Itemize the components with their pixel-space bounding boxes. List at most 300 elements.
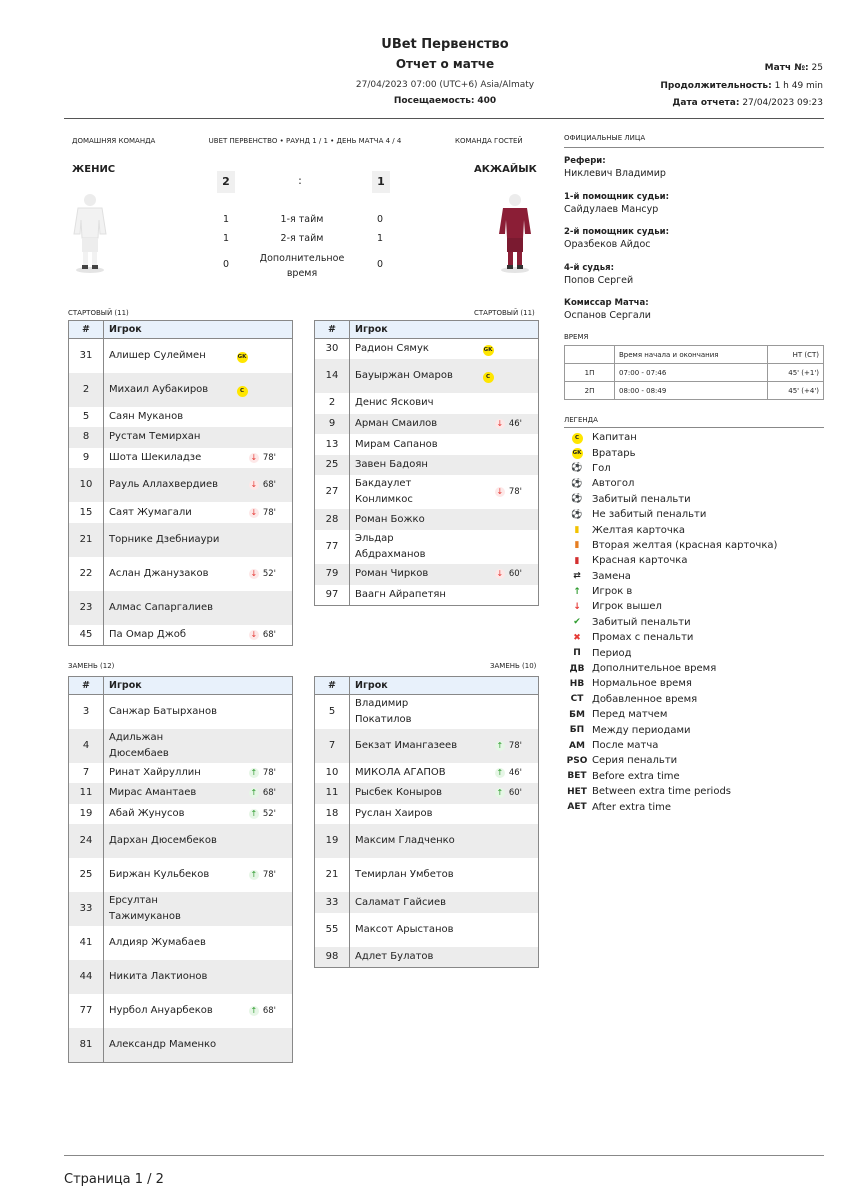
away-subs-label: ЗАМЕНЬ (10) (490, 662, 537, 670)
table-row (315, 359, 539, 393)
table-row (315, 339, 539, 360)
official-entry (564, 298, 824, 332)
legend-label: Забитый пенальти (592, 616, 691, 628)
away-starting-label: СТАРТОВЫЙ (11) (474, 309, 535, 317)
match-duration: Продолжительность: 1 h 49 min (660, 81, 823, 91)
legend-item (566, 584, 826, 599)
sub-out-event: ↓ 46' (496, 418, 523, 429)
player-name: Алмас Сапаргалиев (104, 591, 225, 625)
player-number: 2 (315, 393, 350, 414)
player-name: Алишер Сулеймен (104, 339, 225, 373)
player-number: 97 (315, 585, 350, 606)
player-number: 77 (69, 994, 104, 1028)
player-name: Дархан Дюсембеков (104, 824, 225, 858)
goalkeeper-icon: GK (572, 448, 583, 459)
sub-in-event: ↑ 78' (496, 740, 523, 751)
table-row (315, 695, 539, 729)
col-player-header: Игрок (350, 321, 539, 339)
home-starting-label: СТАРТОВЫЙ (11) (68, 309, 129, 317)
time-range: 08:00 - 08:49 (615, 382, 768, 400)
player-number: 21 (69, 523, 104, 557)
after-match-icon: АМ (569, 740, 585, 751)
legend-label: Желтая карточка (592, 524, 685, 536)
legend-item (566, 492, 826, 507)
legend-label: Вторая желтая (красная карточка) (592, 539, 778, 551)
time-period: 1П (565, 364, 615, 382)
table-row (69, 892, 293, 926)
time-table (564, 345, 824, 400)
legend-label: Период (592, 647, 632, 659)
player-number: 9 (69, 448, 104, 469)
player-number: 10 (315, 763, 350, 784)
legend-title: ЛЕГЕНДА (564, 416, 598, 424)
legend-label: Промах с пенальти (592, 632, 694, 644)
player-number: 13 (315, 434, 350, 455)
legend-label: Игрок в (592, 586, 633, 598)
player-in-icon: ↑ (250, 788, 258, 798)
player-number: 25 (315, 455, 350, 476)
header-divider (64, 118, 824, 119)
legend-label: Before extra time (592, 770, 680, 782)
player-number: 19 (315, 824, 350, 858)
legend-label: Дополнительное время (592, 663, 717, 675)
home-score: 2 (217, 171, 235, 193)
official-role: 4-й судья: (564, 262, 615, 273)
table-row (315, 783, 539, 804)
table-row (69, 858, 293, 892)
table-row (69, 339, 293, 373)
legend-item (566, 476, 826, 491)
legend-label: Красная карточка (592, 555, 688, 567)
player-number: 11 (69, 783, 104, 804)
shootout-icon: PSO (566, 755, 588, 766)
time-period: 2П (565, 382, 615, 400)
player-number: 4 (69, 729, 104, 763)
table-row (315, 947, 539, 968)
player-number: 10 (69, 468, 104, 502)
legend-item (566, 507, 826, 522)
extra-time-icon: ДВ (569, 663, 585, 674)
player-number: 3 (69, 695, 104, 729)
attendance: Посещаемость: 400 (393, 96, 497, 106)
yellow-card-icon: ▮ (574, 525, 580, 536)
table-row (69, 1028, 293, 1062)
page-number: Страница 1 / 2 (64, 1172, 164, 1187)
round-info: UBET ПЕРВЕНСТВО • РАУНД 1 / 1 • ДЕНЬ МАТЧА 4 / 4 (208, 137, 402, 145)
player-number: 33 (315, 892, 350, 913)
legend-label: Автогол (592, 478, 635, 490)
table-row (315, 913, 539, 947)
table-row (315, 585, 539, 606)
player-name: Мирас Амантаев (104, 783, 225, 804)
table-row (315, 858, 539, 892)
time-col-start-end: Время начала и окончания (615, 346, 768, 364)
sub-out-event: ↓ 78' (250, 452, 277, 463)
score-separator: : (298, 174, 302, 187)
table-row (69, 373, 293, 407)
player-out-icon: ↓ (250, 568, 258, 578)
player-name: Рустам Темирхан (104, 427, 225, 448)
player-name: Ерсултан Тажимуканов (104, 892, 225, 926)
report-title: UBet Первенство (381, 37, 509, 52)
report-date: Дата отчета: 27/04/2023 09:23 (672, 98, 823, 108)
legend-item (566, 738, 826, 753)
player-out-icon: ↓ (250, 507, 258, 517)
footer-divider (64, 1155, 824, 1156)
legend-label: Игрок вышел (592, 601, 662, 613)
table-row (315, 804, 539, 825)
table-row (69, 407, 293, 428)
legend-item (566, 769, 826, 784)
table-row (69, 763, 293, 784)
table-row (69, 994, 293, 1028)
player-name: Максот Арыстанов (350, 913, 471, 947)
player-number: 23 (69, 591, 104, 625)
before-extra-icon: BET (567, 771, 587, 782)
player-number: 33 (69, 892, 104, 926)
table-row (69, 427, 293, 448)
official-name: Оспанов Сергали (564, 310, 651, 321)
table-row (69, 502, 293, 523)
table-row (69, 824, 293, 858)
table-row (69, 695, 293, 729)
legend-item (566, 615, 826, 630)
before-match-icon: БМ (569, 709, 585, 720)
official-name: Попов Сергей (564, 274, 634, 286)
official-role: Комиссар Матча: (564, 298, 649, 308)
home-kit-icon (68, 190, 112, 274)
table-row (315, 530, 539, 564)
player-number: 9 (315, 414, 350, 435)
legend-item (566, 569, 826, 584)
table-row (315, 455, 539, 476)
player-name: Па Омар Джоб (104, 625, 225, 646)
table-row (69, 960, 293, 994)
sub-out-event: ↓ 78' (496, 487, 523, 498)
player-number: 41 (69, 926, 104, 960)
player-name: Санжар Батырханов (104, 695, 225, 729)
player-out-icon: ↓ (496, 487, 504, 497)
col-player-header: Игрок (104, 677, 293, 695)
sub-in-event: ↑ 52' (250, 808, 277, 819)
legend-label: Between extra time periods (592, 786, 732, 798)
legend-label: After extra time (592, 801, 672, 813)
player-number: 27 (315, 475, 350, 509)
time-ht: 45' (+4') (767, 382, 823, 400)
captain-icon: C (572, 433, 583, 444)
player-number: 28 (315, 509, 350, 530)
official-entry (564, 156, 824, 190)
player-name: Саят Жумагали (104, 502, 225, 523)
official-role: Рефери: (564, 156, 606, 166)
player-name: Адильжан Дюсембаев (104, 729, 225, 763)
table-row (315, 564, 539, 585)
sub-in-event: ↑ 46' (496, 767, 523, 778)
penalty-check-icon: ✔ (573, 617, 581, 628)
col-number-header: # (315, 321, 350, 339)
legend-item (566, 599, 826, 614)
after-extra-icon: AET (567, 802, 587, 813)
period-3-home: 0 (222, 259, 230, 270)
legend-item (566, 522, 826, 537)
player-number: 79 (315, 564, 350, 585)
player-out-icon: ↓ (250, 480, 258, 490)
player-number: 98 (315, 947, 350, 968)
table-row (69, 783, 293, 804)
player-name: Саян Муканов (104, 407, 225, 428)
sub-out-event: ↓ 52' (250, 568, 277, 579)
legend-label: Забитый пенальти (592, 493, 691, 505)
normal-time-icon: НВ (569, 678, 585, 689)
period-1-home: 1 (222, 214, 230, 225)
substitution-icon: ⇄ (573, 571, 581, 582)
col-number-header: # (315, 677, 350, 695)
sub-in-event: ↑ 68' (250, 1006, 277, 1017)
table-row (69, 448, 293, 469)
away-starting-table (314, 320, 539, 606)
table-row (315, 434, 539, 455)
player-number: 77 (315, 530, 350, 564)
table-row (315, 414, 539, 435)
officials-title: ОФИЦИАЛЬНЫЕ ЛИЦА (564, 134, 646, 142)
player-out-icon: ↓ (496, 418, 504, 428)
penalty-scored-icon: ⚽ (571, 494, 583, 505)
player-name: Эльдар Абдрахманов (350, 530, 471, 564)
player-name: Никита Лактионов (104, 960, 225, 994)
period-2-away: 1 (376, 233, 384, 244)
table-row (69, 804, 293, 825)
table-row (315, 475, 539, 509)
player-name: МИКОЛА АГАПОВ (350, 763, 471, 784)
player-number: 22 (69, 557, 104, 591)
player-out-icon: ↓ (573, 601, 581, 612)
player-name: Радион Сямук (350, 339, 471, 360)
legend-list (566, 430, 826, 815)
player-name: Максим Гладченко (350, 824, 471, 858)
table-row (69, 625, 293, 646)
table-row (69, 729, 293, 763)
legend-label: Гол (592, 462, 611, 474)
player-number: 7 (69, 763, 104, 784)
player-number: 45 (69, 625, 104, 646)
period-3-label: Дополнительное время (259, 253, 345, 279)
home-subs-table (68, 676, 293, 1063)
legend-item (566, 753, 826, 768)
official-entry (564, 227, 824, 261)
player-in-icon: ↑ (496, 788, 504, 798)
time-title: ВРЕМЯ (564, 333, 589, 341)
away-team-label: КОМАНДА ГОСТЕЙ (455, 137, 523, 145)
home-subs-label: ЗАМЕНЬ (12) (68, 662, 115, 670)
period-1-away: 0 (376, 214, 384, 225)
table-row (315, 729, 539, 763)
legend-item (566, 430, 826, 445)
goal-icon: ⚽ (571, 463, 583, 474)
home-team-label: ДОМАШНЯЯ КОМАНДА (72, 137, 156, 145)
period-icon: П (573, 648, 581, 659)
own-goal-icon: ⚽ (571, 478, 583, 489)
time-col-ht: HT (CT) (767, 346, 823, 364)
player-name: Роман Чирков (350, 564, 471, 585)
sub-out-event: ↓ 60' (496, 569, 523, 580)
legend-label: Серия пенальти (592, 755, 678, 767)
captain-badge: C (237, 386, 248, 397)
away-score: 1 (372, 171, 390, 193)
legend-item (566, 661, 826, 676)
player-name: Биржан Кульбеков (104, 858, 225, 892)
player-in-icon: ↑ (496, 740, 504, 750)
player-number: 30 (315, 339, 350, 360)
col-player-header: Игрок (350, 677, 539, 695)
penalty-miss-icon: ✖ (573, 632, 581, 643)
player-in-icon: ↑ (496, 767, 504, 777)
player-number: 55 (315, 913, 350, 947)
captain-badge: C (483, 372, 494, 383)
player-name: Арман Смаилов (350, 414, 471, 435)
player-in-icon: ↑ (573, 586, 581, 597)
player-number: 7 (315, 729, 350, 763)
table-row (315, 763, 539, 784)
table-row (315, 892, 539, 913)
table-row (315, 824, 539, 858)
between-periods-icon: БП (569, 725, 585, 736)
home-team-name: ЖЕНИС (72, 164, 116, 175)
between-extra-icon: HET (567, 786, 587, 797)
time-ht: 45' (+1') (767, 364, 823, 382)
time-range: 07:00 - 07:46 (615, 364, 768, 382)
player-number: 24 (69, 824, 104, 858)
legend-label: Добавленное время (592, 693, 698, 705)
legend-item (566, 707, 826, 722)
player-name: Завен Бадоян (350, 455, 471, 476)
legend-item (566, 538, 826, 553)
sub-out-event: ↓ 68' (250, 629, 277, 640)
home-starting-table (68, 320, 293, 646)
table-row (69, 557, 293, 591)
player-name: Бекзат Имангазеев (350, 729, 471, 763)
period-3-away: 0 (376, 259, 384, 270)
player-name: Шота Шекиладзе (104, 448, 225, 469)
player-number: 21 (315, 858, 350, 892)
sub-in-event: ↑ 78' (250, 870, 277, 881)
legend-item (566, 630, 826, 645)
player-out-icon: ↓ (250, 452, 258, 462)
away-team-name: АКЖАЙЫК (474, 164, 537, 175)
player-name: Саламат Гайсиев (350, 892, 471, 913)
legend-item (566, 799, 826, 814)
player-name: Аслан Джанузаков (104, 557, 225, 591)
table-row (69, 523, 293, 557)
player-name: Денис Яскович (350, 393, 471, 414)
officials-divider (564, 147, 824, 148)
official-entry (564, 263, 824, 297)
col-player-header: Игрок (104, 321, 293, 339)
period-1-label: 1-я тайм (280, 214, 324, 225)
player-number: 81 (69, 1028, 104, 1062)
match-datetime: 27/04/2023 07:00 (UTC+6) Asia/Almaty (355, 80, 535, 90)
player-name: Торнике Дзебниаури (104, 523, 225, 557)
legend-label: Замена (592, 570, 631, 582)
legend-label: Перед матчем (592, 709, 668, 721)
sub-out-event: ↓ 78' (250, 507, 277, 518)
away-kit-icon (493, 190, 537, 274)
player-number: 19 (69, 804, 104, 825)
player-name: Рауль Аллахвердиев (104, 468, 225, 502)
player-name: Бакдаулет Конлимкос (350, 475, 471, 509)
player-name: Темирлан Умбетов (350, 858, 471, 892)
player-name: Ваагн Айрапетян (350, 585, 471, 606)
officials-list (564, 154, 824, 332)
sub-in-event: ↑ 78' (250, 767, 277, 778)
away-subs-table (314, 676, 539, 968)
player-name: Михаил Аубакиров (104, 373, 225, 407)
legend-label: После матча (592, 740, 659, 751)
sub-in-event: ↑ 68' (250, 788, 277, 799)
added-time-icon: СТ (570, 694, 584, 705)
player-out-icon: ↓ (250, 629, 258, 639)
player-in-icon: ↑ (250, 808, 258, 818)
legend-item (566, 461, 826, 476)
goalkeeper-badge: GK (483, 345, 494, 356)
player-in-icon: ↑ (250, 1006, 258, 1016)
player-name: Владимир Покатилов (350, 695, 471, 729)
official-name: Никлевич Владимир (564, 168, 666, 179)
legend-item (566, 784, 826, 799)
player-name: Руслан Хаиров (350, 804, 471, 825)
player-name: Мирам Сапанов (350, 434, 471, 455)
player-number: 18 (315, 804, 350, 825)
official-entry (564, 192, 824, 226)
match-number: Матч №: 25 (764, 63, 823, 73)
player-number: 15 (69, 502, 104, 523)
player-name: Нурбол Ануарбеков (104, 994, 225, 1028)
report-subtitle: Отчет о матче (395, 57, 495, 71)
penalty-missed-icon: ⚽ (571, 509, 583, 520)
player-name: Рысбек Коныров (350, 783, 471, 804)
legend-item (566, 645, 826, 660)
period-2-home: 1 (222, 233, 230, 244)
legend-label: Между периодами (592, 724, 691, 736)
player-out-icon: ↓ (496, 569, 504, 579)
sub-in-event: ↑ 60' (496, 788, 523, 799)
player-name: Бауыржан Омаров (350, 359, 471, 393)
official-name: Оразбеков Айдос (564, 239, 651, 250)
player-number: 14 (315, 359, 350, 393)
player-number: 44 (69, 960, 104, 994)
legend-label: Нормальное время (592, 678, 692, 690)
player-number: 11 (315, 783, 350, 804)
table-row (69, 926, 293, 960)
legend-divider (564, 427, 824, 428)
legend-item (566, 692, 826, 707)
table-row (315, 393, 539, 414)
col-number-header: # (69, 677, 104, 695)
second-yellow-icon: ▮ (574, 540, 580, 551)
table-row (69, 468, 293, 502)
player-number: 5 (69, 407, 104, 428)
player-number: 2 (69, 373, 104, 407)
legend-label: Вратарь (592, 447, 636, 459)
player-number: 8 (69, 427, 104, 448)
player-number: 5 (315, 695, 350, 729)
red-card-icon: ▮ (574, 555, 580, 566)
player-in-icon: ↑ (250, 870, 258, 880)
legend-item (566, 553, 826, 568)
player-name: Александр Маменко (104, 1028, 225, 1062)
period-2-label: 2-я тайм (280, 233, 324, 244)
legend-item (566, 722, 826, 737)
legend-label: Не забитый пенальти (592, 509, 707, 521)
